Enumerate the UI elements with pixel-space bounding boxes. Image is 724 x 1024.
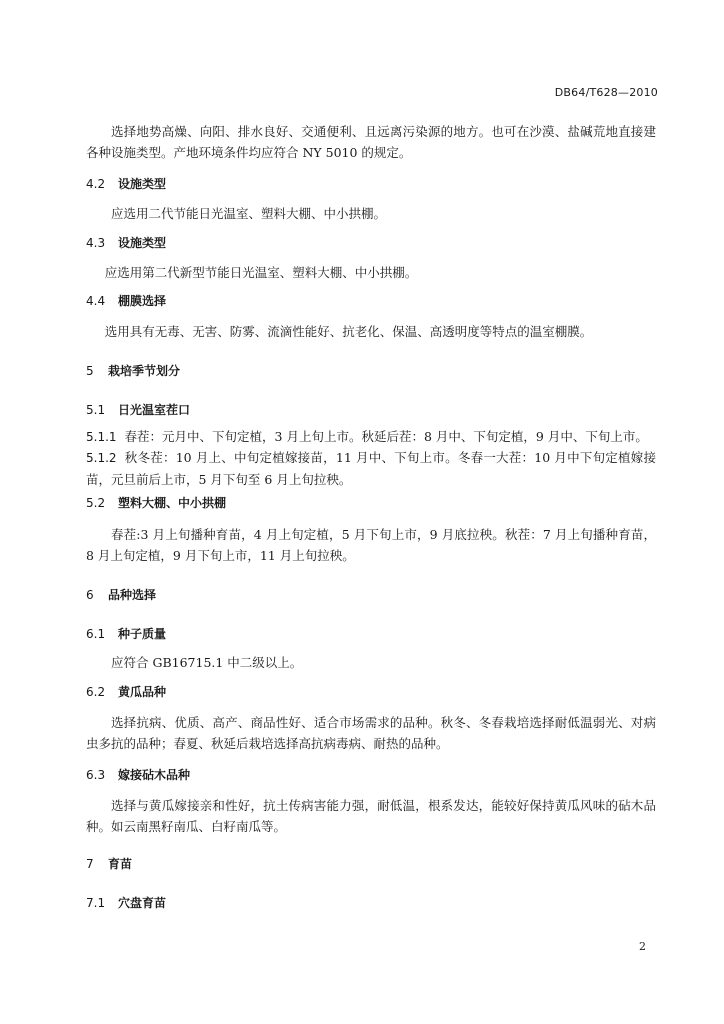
heading-title: 塑料大棚、中小拱棚	[118, 496, 227, 510]
section-6-2-text: 选择抗病、优质、高产、商品性好、适合市场需求的品种。秋冬、冬春栽培选择耐低温弱光、对病虫多抗的品种；春夏、秋延后栽培选择高抗病毒病、耐热的品种。	[86, 715, 656, 751]
heading-5-1	[86, 401, 190, 418]
standard-code: DB64/T628—2010	[554, 86, 658, 99]
heading-title: 栽培季节划分	[108, 364, 181, 378]
clause-number: 5.1.1	[86, 430, 117, 444]
section-4-2-body	[86, 203, 656, 224]
section-6-1-text: 应符合 GB16715.1 中二级以上。	[111, 655, 303, 670]
heading-title: 黄瓜品种	[118, 685, 167, 699]
heading-6-3	[86, 766, 190, 783]
clause-5-1-2	[86, 447, 656, 490]
heading-number: 7	[86, 857, 94, 871]
section-6-3-body	[86, 795, 656, 837]
section-6-1-body	[86, 652, 656, 673]
heading-number: 7.1	[86, 896, 106, 910]
heading-number: 6	[86, 588, 94, 602]
heading-title: 日光温室茬口	[118, 403, 191, 417]
heading-number: 5.1	[86, 403, 106, 417]
heading-5-2	[86, 494, 226, 511]
section-6-2-body	[86, 712, 656, 754]
heading-5	[86, 362, 180, 379]
section-6-3-text: 选择与黄瓜嫁接亲和性好，抗土传病害能力强，耐低温，根系发达，能较好保持黄瓜风味的砧木品种。如云南黑籽南瓜、白籽南瓜等。	[86, 798, 656, 834]
heading-number: 4.3	[86, 236, 106, 250]
heading-title: 育苗	[108, 857, 133, 871]
heading-7	[86, 855, 132, 872]
heading-title: 设施类型	[118, 177, 167, 191]
heading-6-2	[86, 683, 166, 700]
heading-6	[86, 586, 156, 603]
heading-number: 4.4	[86, 294, 106, 308]
heading-title: 种子质量	[118, 627, 167, 641]
heading-number: 6.2	[86, 685, 106, 699]
section-4-4-body	[86, 321, 656, 342]
heading-4-2	[86, 175, 166, 192]
heading-title: 设施类型	[118, 236, 167, 250]
heading-number: 4.2	[86, 177, 106, 191]
heading-number: 6.1	[86, 627, 106, 641]
heading-6-1	[86, 625, 166, 642]
heading-title: 穴盘育苗	[118, 896, 167, 910]
clause-number: 5.1.2	[86, 451, 117, 465]
clause-text: 春茬：元月中、下旬定植，3 月上旬上市。秋延后茬：8 月中、下旬定植，9 月中、下旬上市。	[124, 429, 648, 444]
heading-number: 6.3	[86, 768, 106, 782]
section-4-2-text: 应选用二代节能日光温室、塑料大棚、中小拱棚。	[111, 206, 387, 221]
page-number: 2	[639, 940, 646, 953]
heading-7-1	[86, 894, 166, 911]
section-5-2-body	[86, 524, 656, 566]
heading-title: 品种选择	[108, 588, 157, 602]
section-5-2-text: 春茬:3 月上旬播种育苗，4 月上旬定植，5 月下旬上市，9 月底拉秧。秋茬：7 月上旬播种育苗，8 月上旬定植，9 月下旬上市，11 月上旬拉秧。	[86, 527, 656, 563]
heading-number: 5	[86, 364, 94, 378]
clause-text: 秋冬茬：10 月上、中旬定植嫁接苗，11 月中、下旬上市。冬春一大茬：10 月中下旬定植嫁接苗，元旦前后上市，5 月下旬至 6 月上旬拉秧。	[86, 450, 656, 487]
site-paragraph: 选择地势高燥、向阳、排水良好、交通便利、且远离污染源的地方。也可在沙漠、盐碱荒地直接建各种设施类型。产地环境条件均应符合 NY 5010 的规定。	[86, 124, 656, 160]
site-paragraph-block	[86, 121, 656, 163]
clause-5-1-1	[86, 426, 656, 448]
section-4-4-text: 选用具有无毒、无害、防雾、流滴性能好、抗老化、保温、高透明度等特点的温室棚膜。	[104, 324, 593, 339]
heading-title: 棚膜选择	[118, 294, 167, 308]
heading-title: 嫁接砧木品种	[118, 768, 191, 782]
heading-4-3	[86, 234, 166, 251]
heading-number: 5.2	[86, 496, 106, 510]
section-4-3-body	[86, 262, 656, 283]
heading-4-4	[86, 292, 166, 309]
section-4-3-text: 应选用第二代新型节能日光温室、塑料大棚、中小拱棚。	[104, 265, 418, 280]
